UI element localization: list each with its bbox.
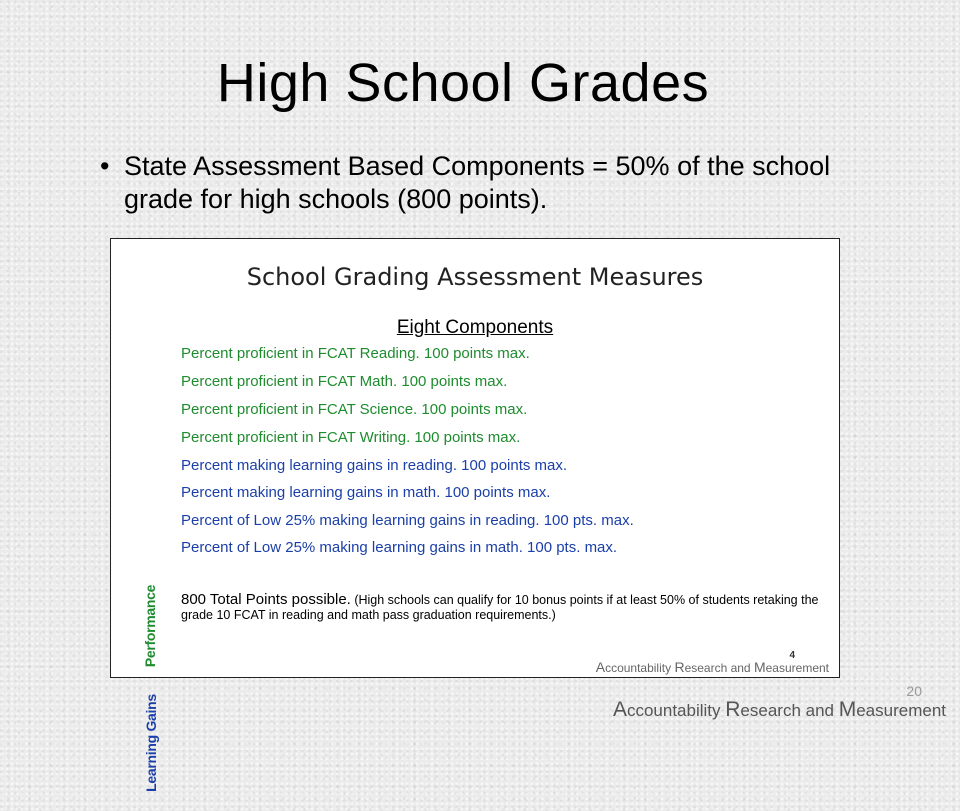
slide-title: High School Grades: [216, 53, 710, 113]
total-points-main: 800 Total Points possible.: [181, 591, 351, 608]
component-item: Percent of Low 25% making learning gains in math. 100 pts. max.: [181, 539, 618, 556]
assessment-measures-figure: [110, 238, 840, 792]
component-item: Percent making learning gains in math. 100 points max.: [181, 484, 551, 501]
learning-gains-label: Learning Gains: [143, 694, 159, 792]
component-item: Percent proficient in FCAT Writing. 100 points max.: [181, 429, 521, 446]
component-item: Percent proficient in FCAT Science. 100 points max.: [181, 401, 528, 418]
bullet-point: [100, 150, 880, 216]
figure-footer-brand: Accountability Research and Measurement: [595, 659, 829, 675]
figure-subtitle: Eight Components: [396, 317, 554, 338]
slide-page-number: 20: [906, 683, 922, 699]
bullet-dot: •: [100, 151, 110, 181]
component-item: Percent of Low 25% making learning gains in reading. 100 pts. max.: [181, 512, 634, 529]
total-points-note: [181, 592, 831, 623]
bonus-points-note: (High schools can qualify for 10 bonus points if at least 50% of students retaking the grade 10 FCAT in reading and math pass graduation requirements.): [181, 593, 819, 622]
component-item: Percent proficient in FCAT Math. 100 points max.: [181, 373, 508, 390]
bullet-text: State Assessment Based Components = 50% of the school grade for high schools (800 points).: [124, 151, 831, 214]
component-item: Percent proficient in FCAT Reading. 100 points max.: [181, 345, 530, 362]
performance-label: Performance: [142, 584, 158, 668]
footer-brand: Accountability Research and Measurement: [612, 698, 946, 721]
inner-page-number: 4: [789, 650, 795, 661]
component-item: Percent making learning gains in reading. 100 points max.: [181, 457, 568, 474]
figure-title: School Grading Assessment Measures: [246, 263, 704, 291]
